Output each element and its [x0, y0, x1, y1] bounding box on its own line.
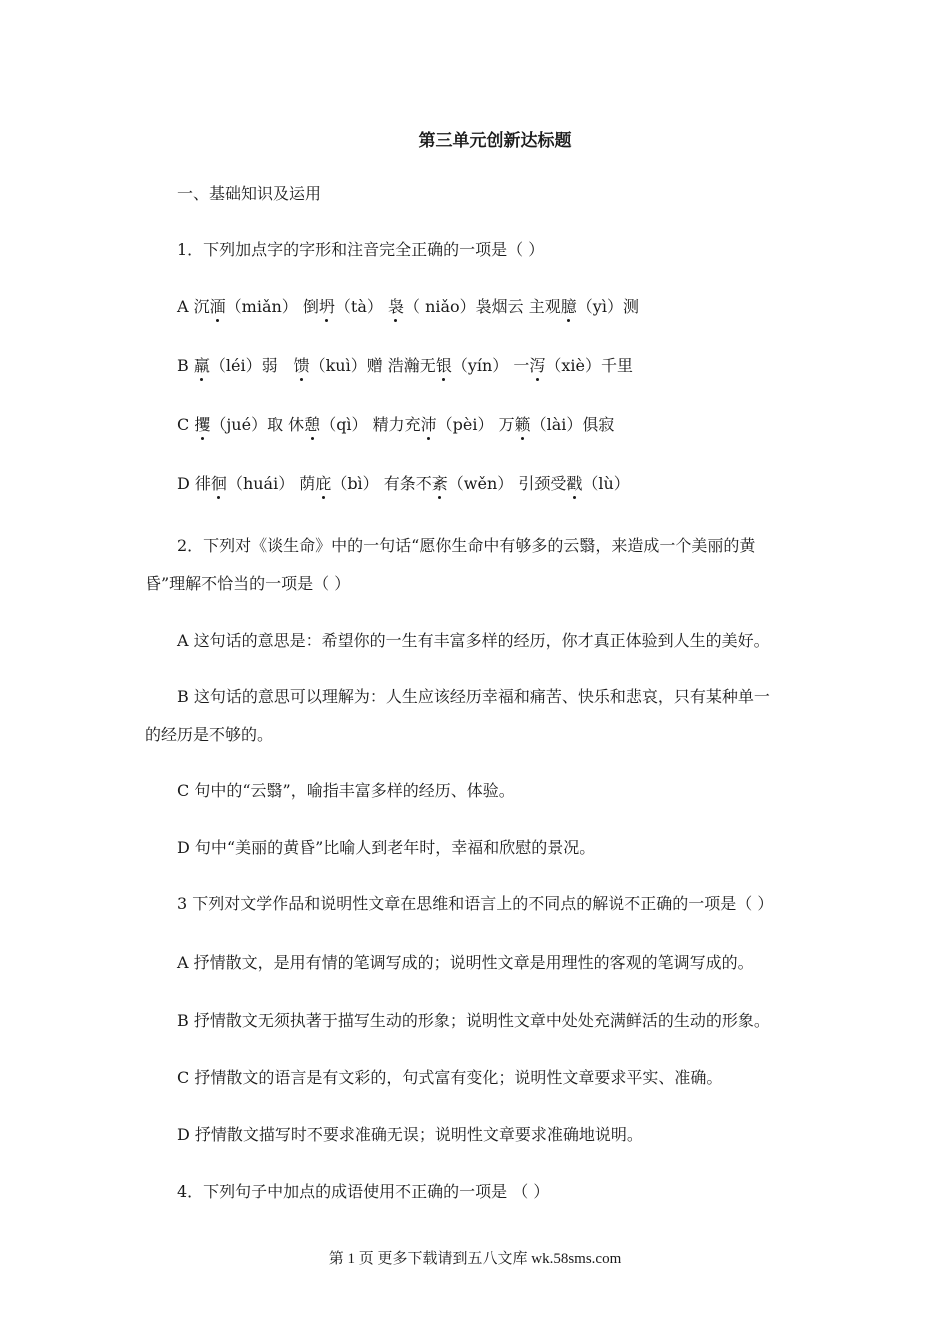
text-run: （xiè）千里: [545, 356, 634, 375]
q4-stem: 4．下列句子中加点的成语使用不正确的一项是 （ ）: [177, 1182, 550, 1201]
text-run: （jué）取 休: [210, 415, 305, 434]
dotted-char: 银: [435, 356, 452, 375]
text-run: （miǎn） 倒: [225, 297, 319, 316]
dotted-char: 沛: [420, 415, 437, 434]
dotted-char: 庇: [315, 474, 332, 493]
dotted-char: 臆: [560, 297, 577, 316]
dotted-char: 籁: [514, 415, 531, 434]
text-run: （tà）: [334, 297, 388, 316]
q2-option-c: C 句中的“云翳”，喻指丰富多样的经历、体验。: [177, 781, 515, 800]
dotted-char: 袅: [387, 297, 404, 316]
dotted-char: 坍: [318, 297, 335, 316]
dotted-char: 戳: [566, 474, 583, 493]
q1-option-d: [177, 474, 630, 494]
q2-stem-line1: 2．下列对《谈生命》中的一句话“愿你生命中有够多的云翳，来造成一个美丽的黄: [177, 536, 756, 555]
text-run: （qì） 精力充: [320, 415, 421, 434]
dotted-char: 湎: [209, 297, 226, 316]
q2-option-b-line2: 的经历是不够的。: [145, 725, 274, 744]
dotted-char: 憩: [304, 415, 321, 434]
q2-stem-line2: 昏”理解不恰当的一项是（ ）: [145, 574, 351, 593]
q2-option-a: A 这句话的意思是：希望你的一生有丰富多样的经历，你才真正体验到人生的美好。: [177, 631, 770, 650]
q3-option-b: B 抒情散文无须执著于描写生动的形象；说明性文章中处处充满鲜活的生动的形象。: [177, 1011, 770, 1030]
dotted-char: 馈: [293, 356, 310, 375]
text-run: （kuì）赠 浩瀚无: [309, 356, 436, 375]
text-run: D 徘: [177, 474, 211, 493]
q1-option-a: [177, 297, 639, 317]
text-run: （yín） 一: [451, 356, 530, 375]
q2-option-b-line1: B 这句话的意思可以理解为：人生应该经历幸福和痛苦、快乐和悲哀，只有某种单一: [177, 687, 770, 706]
page-footer: 第 1 页 更多下载请到五八文库 wk.58sms.com: [328, 1251, 622, 1267]
text-run: B: [177, 356, 194, 375]
text-run: （huái） 荫: [226, 474, 316, 493]
document-title: 第三单元创新达标题: [418, 131, 572, 151]
dotted-char: 羸: [193, 356, 210, 375]
text-run: （léi）弱: [209, 356, 294, 375]
dotted-char: 攫: [194, 415, 211, 434]
text-run: （pèi） 万: [436, 415, 515, 434]
q2-option-d: D 句中“美丽的黄昏”比喻人到老年时，幸福和欣慰的景况。: [177, 838, 596, 857]
q3-option-c: C 抒情散文的语言是有文彩的，句式富有变化；说明性文章要求平实、准确。: [177, 1068, 723, 1087]
text-run: A 沉: [177, 297, 210, 316]
dotted-char: 泻: [529, 356, 546, 375]
dotted-char: 徊: [210, 474, 227, 493]
q3-option-a: A 抒情散文，是用有情的笔调写成的；说明性文章是用理性的客观的笔调写成的。: [177, 953, 754, 972]
q1-option-c: [177, 415, 614, 435]
q3-option-d: D 抒情散文描写时不要求准确无误；说明性文章要求准确地说明。: [177, 1125, 643, 1144]
text-run: （ niǎo）袅烟云 主观: [404, 297, 561, 316]
q3-stem: 3 下列对文学作品和说明性文章在思维和语言上的不同点的解说不正确的一项是（ ）: [177, 894, 774, 913]
text-run: （bì） 有条不: [331, 474, 432, 493]
text-run: （wěn） 引颈受: [447, 474, 567, 493]
q1-option-b: [177, 356, 633, 376]
q1-stem: 1．下列加点字的字形和注音完全正确的一项是（ ）: [177, 240, 545, 259]
dotted-char: 紊: [431, 474, 448, 493]
text-run: C: [177, 415, 195, 434]
text-run: （lù）: [582, 474, 630, 493]
text-run: （lài）俱寂: [530, 415, 615, 434]
text-run: （yì）测: [576, 297, 639, 316]
section-heading: 一、基础知识及运用: [177, 184, 322, 203]
